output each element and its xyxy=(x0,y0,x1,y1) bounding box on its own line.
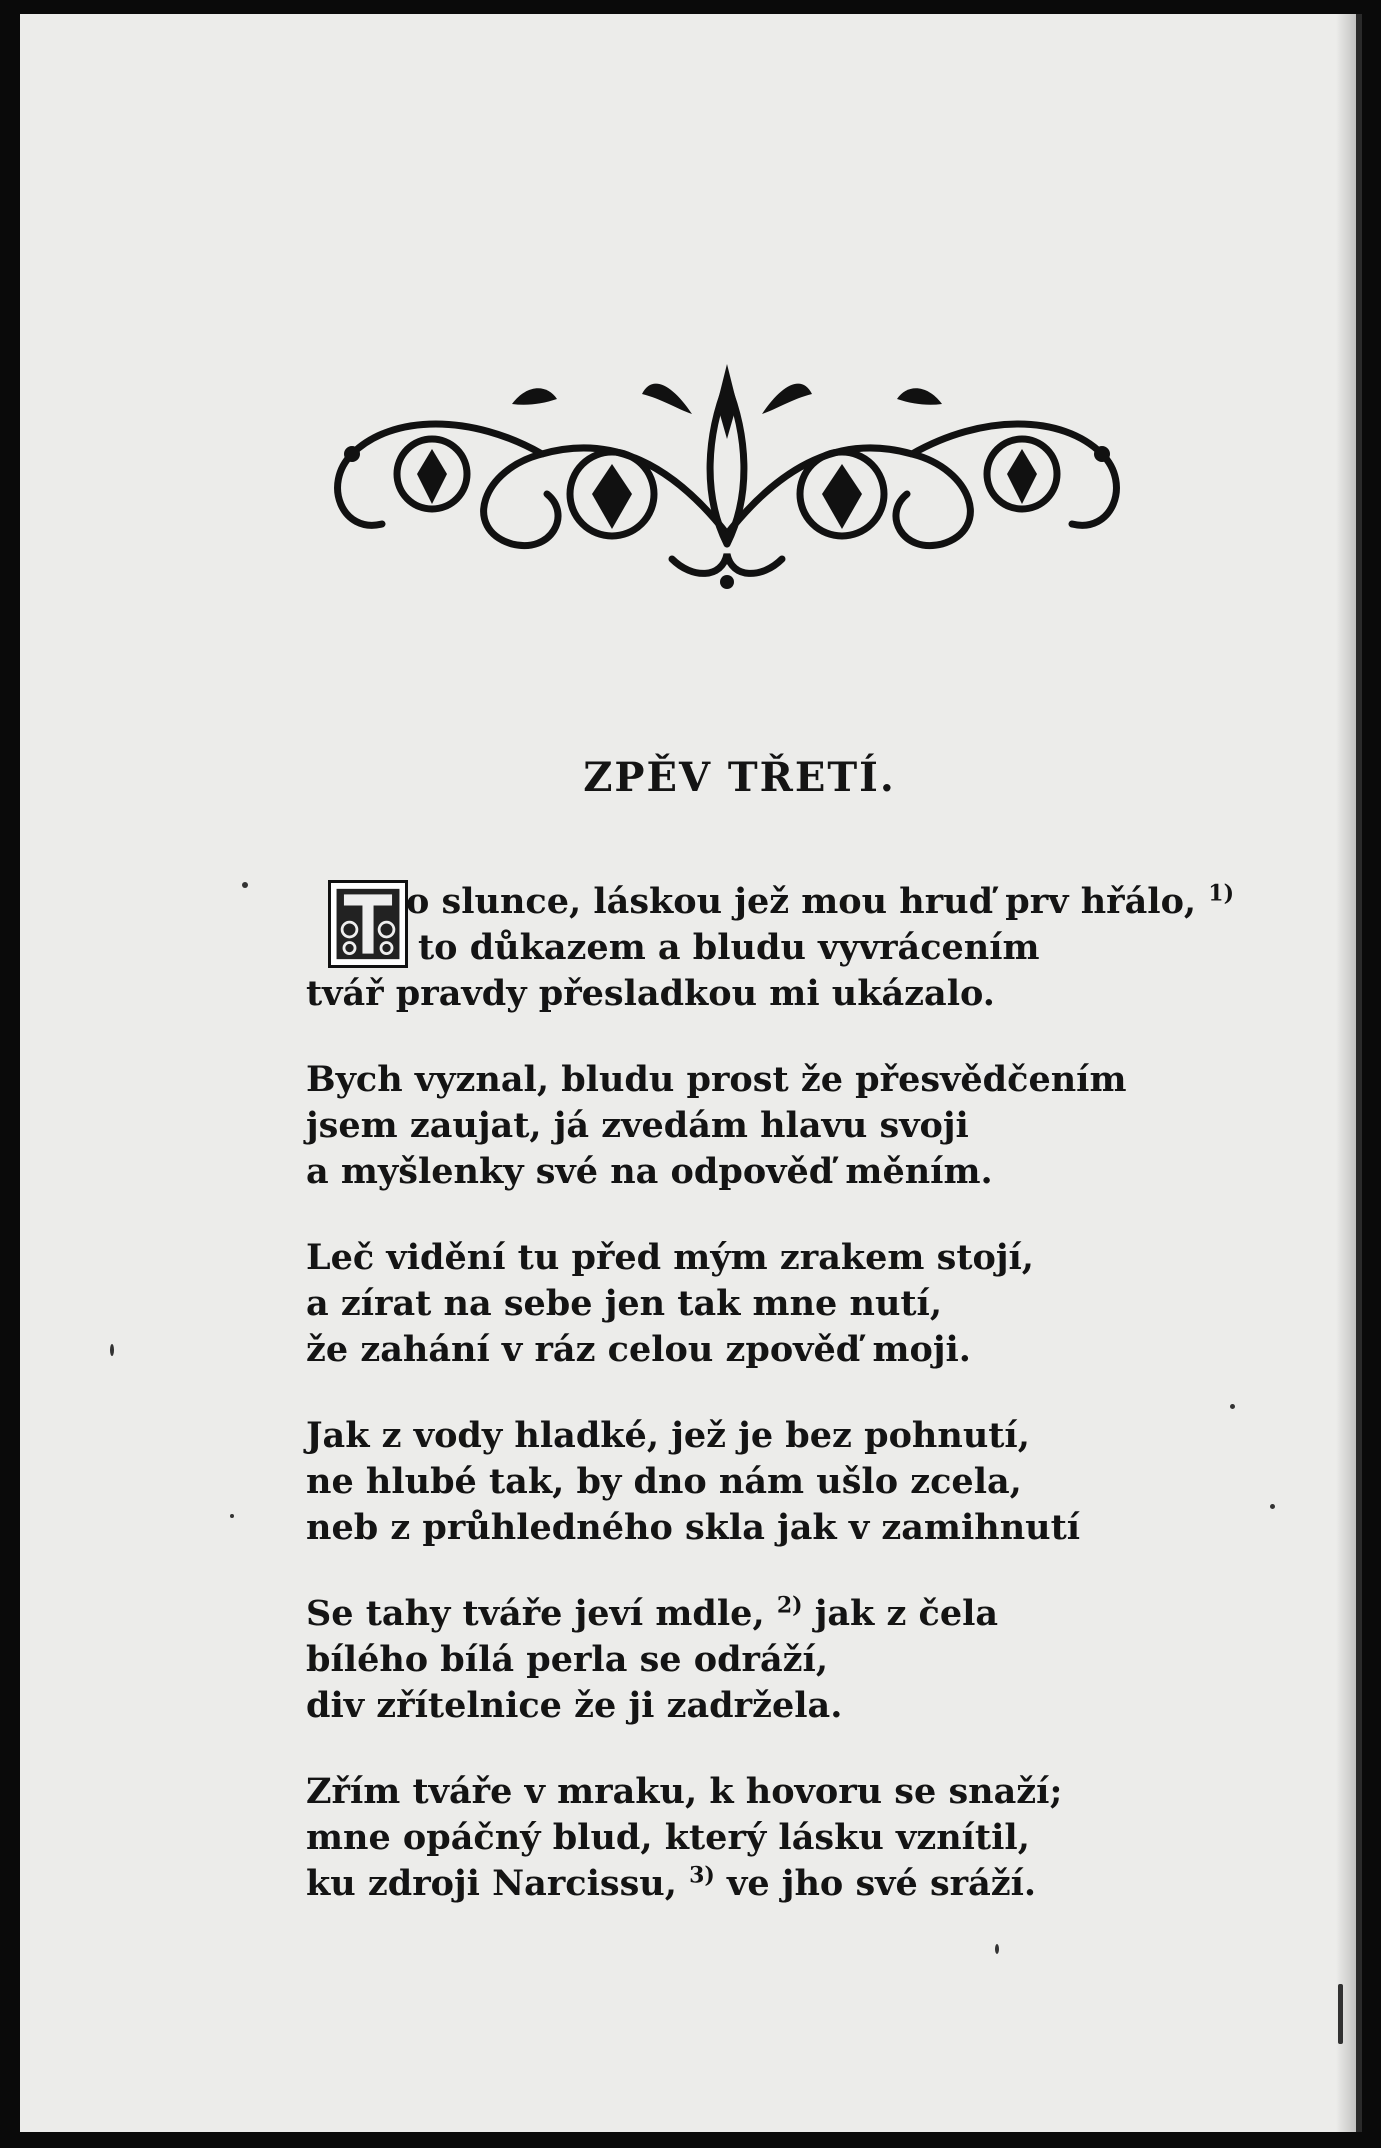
footnote-ref: 3) xyxy=(689,1862,715,1889)
stanza xyxy=(306,1591,1306,1729)
footnote-ref: 1) xyxy=(1208,880,1235,907)
poem-line: Jak z vody hladké, jež je bez pohnutí, xyxy=(306,1415,1030,1456)
poem-line: neb z průhledného skla jak v zamihnutí xyxy=(306,1507,1081,1548)
stanza xyxy=(306,1769,1306,1907)
poem-line: Se tahy tváře jeví mdle, $^{2)}$ jak z čela xyxy=(306,1592,999,1634)
footnote-ref: 2) xyxy=(776,1592,803,1619)
poem-line: Bych vyznal, bludu prost že přesvědčením xyxy=(306,1059,1127,1100)
poem-line: Leč vidění tu před mým zrakem stojí, xyxy=(306,1237,1034,1278)
paper-speck xyxy=(242,882,248,888)
poem-body xyxy=(306,879,1306,1947)
stanza xyxy=(306,879,1306,1017)
poem-line: a zírat na sebe jen tak mne nutí, xyxy=(306,1283,943,1324)
poem-line: a myšlenky své na odpověď měním. xyxy=(306,1151,993,1192)
stanza xyxy=(306,1413,1306,1551)
poem-line: ku zdroji Narcissu, $^{3)}$ ve jho své sráží. xyxy=(306,1862,1037,1904)
ornate-initial-icon xyxy=(328,880,408,968)
book-page xyxy=(20,14,1362,2132)
paper-speck xyxy=(230,1514,234,1518)
paper-speck xyxy=(1338,1984,1343,2044)
floral-headpiece-icon xyxy=(312,344,1142,594)
poem-line: ne hlubé tak, by dno nám ušlo zcela, xyxy=(306,1461,1022,1502)
paper-speck xyxy=(110,1344,114,1356)
paper-speck xyxy=(995,1944,999,1954)
paper-speck xyxy=(1230,1404,1235,1409)
poem-line: že zahání v ráz celou zpověď moji. xyxy=(306,1329,971,1370)
stanza xyxy=(306,1057,1306,1195)
poem-line: Zřím tváře v mraku, k hovoru se snaží; xyxy=(306,1771,1063,1812)
poem-line: mne opáčný blud, který lásku vznítil, xyxy=(306,1817,1030,1858)
poem-line: to důkazem a bludu vyvrácením xyxy=(418,927,1040,968)
stanza xyxy=(306,1235,1306,1373)
chapter-title: ZPĚV TŘETÍ. xyxy=(583,754,896,801)
poem-line: tvář pravdy přesladkou mi ukázalo. xyxy=(306,973,995,1014)
paper-speck xyxy=(1270,1504,1275,1509)
poem-line: div zřítelnice že ji zadržela. xyxy=(306,1685,843,1726)
poem-line: jsem zaujat, já zvedám hlavu svoji xyxy=(306,1105,969,1146)
poem-line: bílého bílá perla se odráží, xyxy=(306,1639,829,1680)
poem-line: o slunce, láskou jež mou hruď prv hřálo, $^{1)}$ xyxy=(406,880,1235,922)
